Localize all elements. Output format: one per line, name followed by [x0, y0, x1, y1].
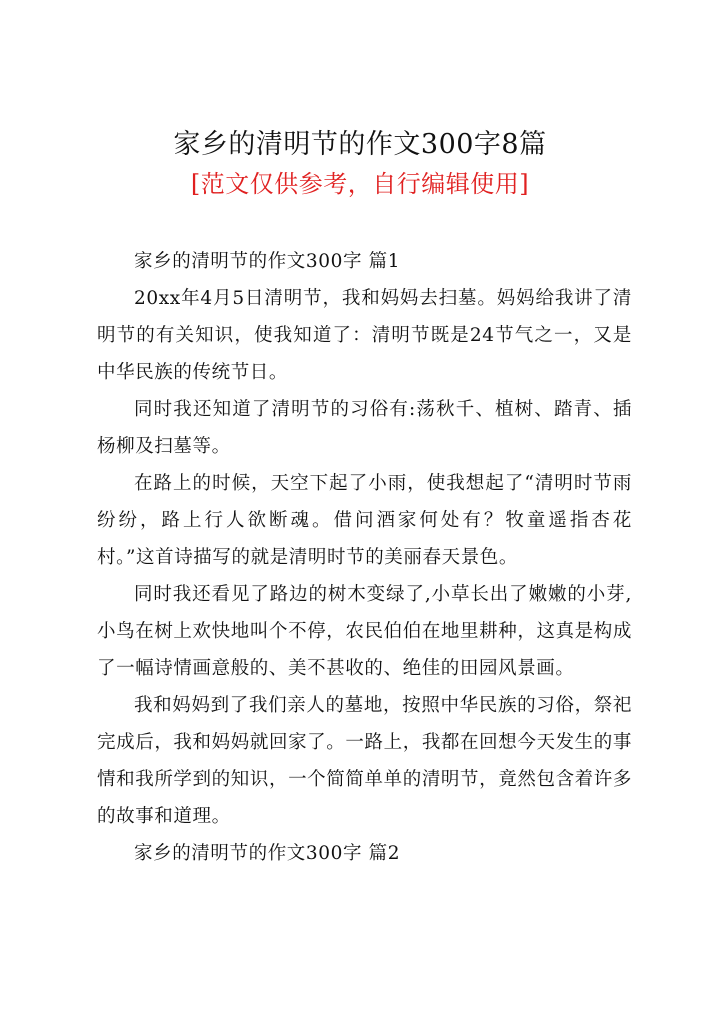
section-heading-2: 家乡的清明节的作文300字 篇2 — [134, 843, 401, 864]
paragraph: 在路上的时候，天空下起了小雨，使我想起了“清明时节雨纷纷，路上行人欲断魂。借问酒家何处有？牧童遥指杏花村。”这首诗描写的就是清明时节的美丽春天景色。 — [97, 473, 632, 568]
document-title: 家乡的清明节的作文300字8篇 — [173, 129, 547, 160]
document-body — [97, 243, 632, 872]
document-subtitle: [范文仅供参考，自行编辑使用] — [190, 170, 530, 198]
paragraph: 我和妈妈到了我们亲人的墓地，按照中华民族的习俗，祭祀完成后，我和妈妈就回家了。一路上，我都在回想今天发生的事情和我所学到的知识，一个简简单单的清明节，竟然包含着许多的故事和道理。 — [97, 695, 632, 827]
paragraph: 20xx年4月5日清明节，我和妈妈去扫墓。妈妈给我讲了清明节的有关知识，使我知道了：清明节既是24节气之一，又是中华民族的传统节日。 — [97, 288, 632, 383]
paragraph: 同时我还知道了清明节的习俗有:荡秋千、植树、踏青、插杨柳及扫墓等。 — [97, 399, 632, 457]
section-heading-1: 家乡的清明节的作文300字 篇1 — [134, 251, 401, 272]
paragraph: 同时我还看见了路边的树木变绿了,小草长出了嫩嫩的小芽,小鸟在树上欢快地叫个不停，农民伯伯在地里耕种，这真是构成了一幅诗情画意般的、美不甚收的、绝佳的田园风景画。 — [97, 584, 632, 679]
